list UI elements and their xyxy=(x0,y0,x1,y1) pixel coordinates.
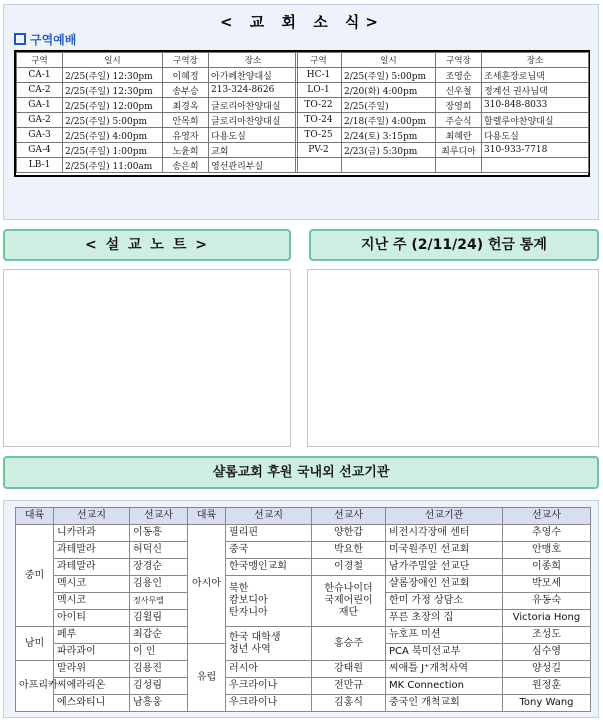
mission-field-cell: 과테말라 xyxy=(54,542,130,559)
schedule-table-left xyxy=(16,52,298,173)
location-cell: 213-324-8626 xyxy=(209,83,298,98)
missionary-cell: 김용인 xyxy=(130,576,188,593)
leader-cell: 최경옥 xyxy=(163,98,209,113)
leader-cell: 조영순 xyxy=(436,68,482,83)
continent-cell: 남미 xyxy=(16,627,54,661)
missionary-cell: 유동숙 xyxy=(503,593,591,610)
table-row xyxy=(296,68,589,83)
datetime-cell: 2/25(주일) 1:00pm xyxy=(63,143,163,158)
mission-field-cell: 파라과이 xyxy=(54,644,130,661)
table-row xyxy=(16,542,591,559)
mission-org-cell: 미국원주민 선교회 xyxy=(386,542,503,559)
missionary-cell: 최갑순 xyxy=(130,627,188,644)
cell-worship-schedule xyxy=(14,50,590,177)
table-row xyxy=(17,83,298,98)
missionary-cell: Tony Wang xyxy=(503,695,591,712)
column-header: 일시 xyxy=(63,53,163,68)
mission-field-cell: 아이티 xyxy=(54,610,130,627)
continent-cell: 아프리카 xyxy=(16,661,54,712)
offering-stats-header: 지난 주 (2/11/24) 헌금 통계 xyxy=(309,229,599,261)
continent-cell: 아시아 xyxy=(188,525,226,644)
missionary-cell: 안맹호 xyxy=(503,542,591,559)
missionary-cell: 허덕신 xyxy=(130,542,188,559)
mission-field-cell: 말라위 xyxy=(54,661,130,678)
district-cell: GA-4 xyxy=(17,143,63,158)
column-header: 일시 xyxy=(342,53,436,68)
district-cell: GA-3 xyxy=(17,128,63,143)
table-row xyxy=(296,128,589,143)
table-row xyxy=(296,98,589,113)
district-cell: CA-2 xyxy=(17,83,63,98)
leader-cell: 안목희 xyxy=(163,113,209,128)
mission-org-cell: PCA 북미선교부 xyxy=(386,644,503,661)
missionary-cell: 양한갑 xyxy=(312,525,386,542)
table-row xyxy=(16,525,591,542)
location-cell: 교회 xyxy=(209,143,298,158)
datetime-cell: 2/25(주일) 11:00am xyxy=(63,158,163,173)
table-row xyxy=(17,128,298,143)
table-row xyxy=(16,678,591,695)
missions-panel xyxy=(3,500,599,718)
missionary-cell: 김성림 xyxy=(130,678,188,695)
church-news-title: < 교 회 소 식> xyxy=(220,13,384,31)
column-header: 구역 xyxy=(17,53,63,68)
location-cell: 아가페찬양대실 xyxy=(209,68,298,83)
sermon-notes-area xyxy=(3,269,291,447)
mission-field-cell: 한국맹인교회 xyxy=(226,559,312,576)
datetime-cell: 2/20(화) 4:00pm xyxy=(342,83,436,98)
location-cell: 정계선 권사님댁 xyxy=(482,83,589,98)
column-header: 대륙 xyxy=(16,508,54,525)
location-cell xyxy=(482,158,589,173)
table-row xyxy=(296,113,589,128)
mission-org-cell: 남가주밀알 선교단 xyxy=(386,559,503,576)
mission-org-cell: 샬롬장애인 선교회 xyxy=(386,576,503,593)
district-cell: TO-25 xyxy=(296,128,342,143)
datetime-cell: 2/25(주일) xyxy=(342,98,436,113)
district-cell: TO-22 xyxy=(296,98,342,113)
table-row xyxy=(17,68,298,83)
missionary-cell: 원정훈 xyxy=(503,678,591,695)
mission-field-cell: 우크라이나 xyxy=(226,678,312,695)
church-news-panel xyxy=(3,4,599,220)
table-row xyxy=(17,113,298,128)
mission-field-cell: 러시아 xyxy=(226,661,312,678)
mission-org-cell: 푸른 초장의 집 xyxy=(386,610,503,627)
missionary-cell: 홍승주 xyxy=(312,627,386,661)
location-cell: 310-933-7718 xyxy=(482,143,589,158)
mission-field-cell: 중국 xyxy=(226,542,312,559)
location-cell: 다용도실 xyxy=(209,128,298,143)
table-row xyxy=(17,143,298,158)
column-header: 선교지 xyxy=(226,508,312,525)
missionary-cell: 양성길 xyxy=(503,661,591,678)
missionary-cell: 박모세 xyxy=(503,576,591,593)
leader-cell: 최루디아 xyxy=(436,143,482,158)
missionary-cell: 김윌림 xyxy=(130,610,188,627)
missionary-cell: Victoria Hong xyxy=(503,610,591,627)
table-header-row xyxy=(296,53,589,68)
mission-org-cell: 한미 가정 상담소 xyxy=(386,593,503,610)
column-header: 선교지 xyxy=(54,508,130,525)
leader-cell: 장영희 xyxy=(436,98,482,113)
table-row xyxy=(16,627,591,644)
datetime-cell xyxy=(342,158,436,173)
column-header: 선교사 xyxy=(312,508,386,525)
mission-field-cell: 필리핀 xyxy=(226,525,312,542)
district-cell: TO-24 xyxy=(296,113,342,128)
location-cell: 다용도실 xyxy=(482,128,589,143)
table-row xyxy=(16,661,591,678)
datetime-cell: 2/24(토) 3:15pm xyxy=(342,128,436,143)
mission-field-cell: 에스와티니 xyxy=(54,695,130,712)
district-cell: GA-2 xyxy=(17,113,63,128)
missionary-cell: 장경순 xyxy=(130,559,188,576)
table-header-row xyxy=(16,508,591,525)
table-row xyxy=(296,143,589,158)
mission-org-cell: 뉴호프 미션 xyxy=(386,627,503,644)
location-cell: 할렐루야찬양대실 xyxy=(482,113,589,128)
column-header: 구역 xyxy=(296,53,342,68)
table-row xyxy=(296,83,589,98)
district-cell: GA-1 xyxy=(17,98,63,113)
leader-cell: 송부승 xyxy=(163,83,209,98)
column-header: 장소 xyxy=(209,53,298,68)
missionary-cell: 남흥웅 xyxy=(130,695,188,712)
datetime-cell: 2/25(주일) 5:00pm xyxy=(63,113,163,128)
missionary-cell: 심수영 xyxy=(503,644,591,661)
checkbox-square-icon xyxy=(14,33,26,45)
column-header: 대륙 xyxy=(188,508,226,525)
district-cell: LO-1 xyxy=(296,83,342,98)
column-header: 선교사 xyxy=(130,508,188,525)
datetime-cell: 2/25(주일) 12:00pm xyxy=(63,98,163,113)
column-header: 구역장 xyxy=(436,53,482,68)
district-cell: LB-1 xyxy=(17,158,63,173)
mission-org-cell: 비전시각장애 센터 xyxy=(386,525,503,542)
continent-cell: 유럽 xyxy=(188,644,226,712)
mission-field-cell: 과테말라 xyxy=(54,559,130,576)
column-header: 구역장 xyxy=(163,53,209,68)
missionary-cell: 한슈나이더 국제어린이 재단 xyxy=(312,576,386,627)
mission-field-cell: 북한 캄보디아 탄자니아 xyxy=(226,576,312,627)
datetime-cell: 2/23(금) 5:30pm xyxy=(342,143,436,158)
datetime-cell: 2/25(주일) 5:00pm xyxy=(342,68,436,83)
datetime-cell: 2/25(주일) 4:00pm xyxy=(63,128,163,143)
location-cell: 글로리아찬양대실 xyxy=(209,113,298,128)
column-header: 선교사 xyxy=(503,508,591,525)
location-cell: 글로리아찬양대실 xyxy=(209,98,298,113)
mission-field-cell: 우크라이나 xyxy=(226,695,312,712)
missionary-cell: 추영수 xyxy=(503,525,591,542)
mission-field-cell: 니카라과 xyxy=(54,525,130,542)
missionary-cell: 이 인 xyxy=(130,644,188,661)
datetime-cell: 2/25(주일) 12:30pm xyxy=(63,83,163,98)
schedule-table-right xyxy=(295,52,589,173)
table-row xyxy=(17,98,298,113)
missionary-cell: 이경철 xyxy=(312,559,386,576)
missionary-cell: 박요한 xyxy=(312,542,386,559)
missionary-cell: 조성도 xyxy=(503,627,591,644)
cell-worship-label: 구역예배 xyxy=(30,33,77,47)
missionary-cell: 강태원 xyxy=(312,661,386,678)
mission-field-cell: 멕시코 xyxy=(54,593,130,610)
mission-field-cell: 멕시코 xyxy=(54,576,130,593)
leader-cell: 송은희 xyxy=(163,158,209,173)
column-header: 장소 xyxy=(482,53,589,68)
continent-cell: 중미 xyxy=(16,525,54,627)
table-header-row xyxy=(17,53,298,68)
mission-org-cell: MK Connection xyxy=(386,678,503,695)
leader-cell: 신우철 xyxy=(436,83,482,98)
district-cell: CA-1 xyxy=(17,68,63,83)
leader-cell: 이혜정 xyxy=(163,68,209,83)
missionary-cell: 김용진 xyxy=(130,661,188,678)
datetime-cell: 2/25(주일) 12:30pm xyxy=(63,68,163,83)
mission-field-cell: 한국 대학생 청년 사역 xyxy=(226,627,312,661)
location-cell: 조세훈장로님댁 xyxy=(482,68,589,83)
leader-cell: 최혜란 xyxy=(436,128,482,143)
leader-cell: 노윤희 xyxy=(163,143,209,158)
leader-cell: 유영자 xyxy=(163,128,209,143)
district-cell xyxy=(296,158,342,173)
table-row xyxy=(16,695,591,712)
offering-stats-area xyxy=(307,269,599,447)
missions-table xyxy=(15,507,591,712)
datetime-cell: 2/18(주일) 4:00pm xyxy=(342,113,436,128)
cell-worship-heading xyxy=(14,31,76,48)
location-cell: 310-848-8033 xyxy=(482,98,589,113)
district-cell: HC-1 xyxy=(296,68,342,83)
missionary-cell: 전만규 xyxy=(312,678,386,695)
table-row xyxy=(17,158,298,173)
table-row xyxy=(16,559,591,576)
table-row xyxy=(16,576,591,593)
column-header: 선교기관 xyxy=(386,508,503,525)
location-cell: 영선관리부실 xyxy=(209,158,298,173)
sermon-notes-header: < 설 교 노 트 > xyxy=(3,229,291,261)
missionary-cell: 이종희 xyxy=(503,559,591,576)
leader-cell xyxy=(436,158,482,173)
leader-cell: 주승식 xyxy=(436,113,482,128)
district-cell: PV-2 xyxy=(296,143,342,158)
table-row xyxy=(296,158,589,173)
missionary-cell: 이동흥 xyxy=(130,525,188,542)
mission-org-cell: 씨애틀 J⁺개척사역 xyxy=(386,661,503,678)
mission-org-cell: 중국인 개척교회 xyxy=(386,695,503,712)
missionary-cell: 김홍식 xyxy=(312,695,386,712)
missionary-cell: 정사무엘 xyxy=(130,593,188,610)
mission-field-cell: 씨에라리온 xyxy=(54,678,130,695)
missions-header: 샬롬교회 후원 국내외 선교기관 xyxy=(3,456,599,489)
mission-field-cell: 페루 xyxy=(54,627,130,644)
